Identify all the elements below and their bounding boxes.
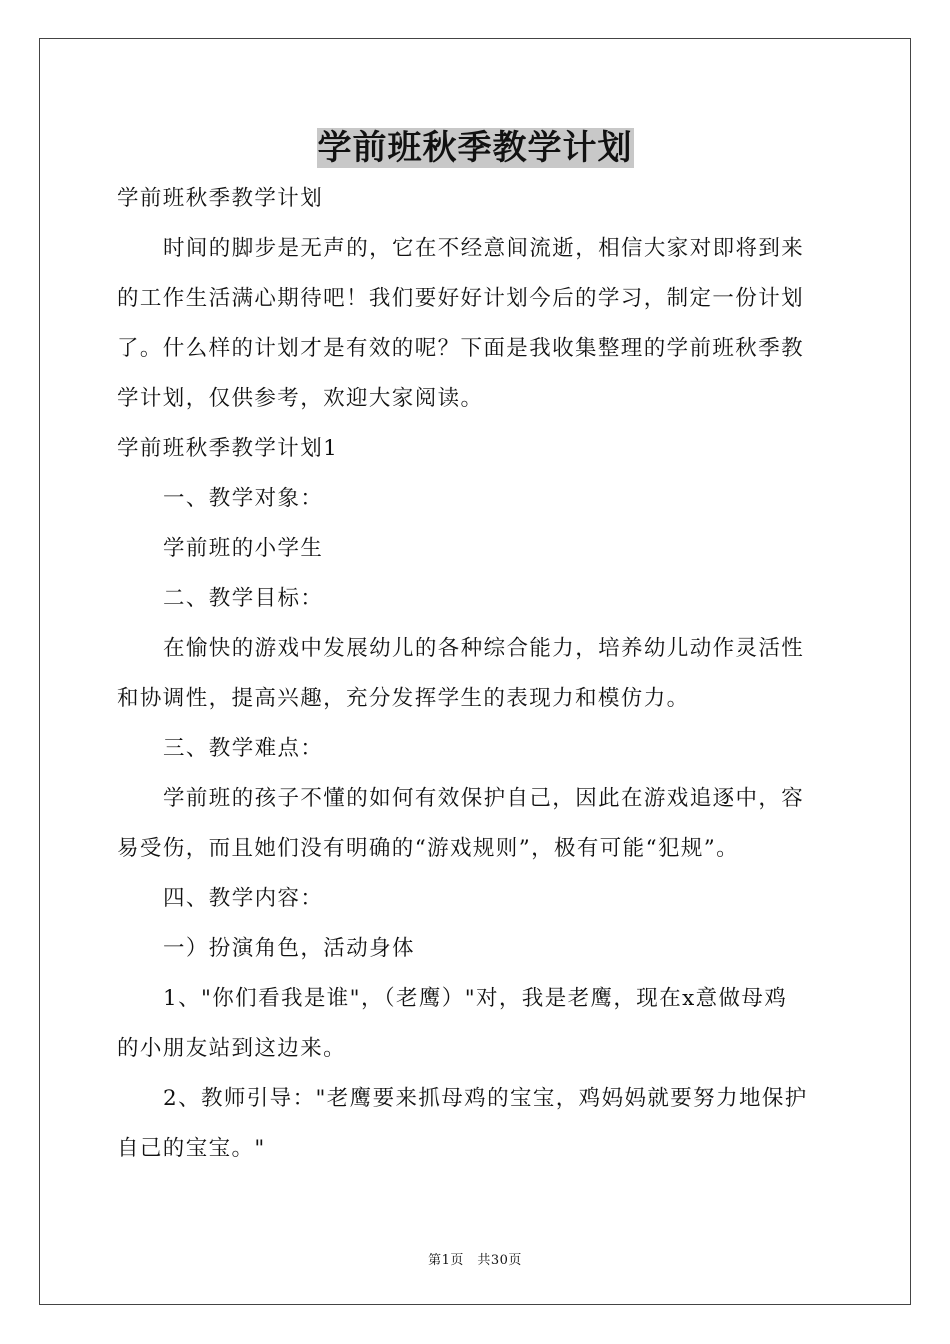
paragraph-line: 了。什么样的计划才是有效的呢？下面是我收集整理的学前班秋季教 xyxy=(117,336,805,361)
page-footer: 第1页 共30页 xyxy=(428,1253,522,1268)
paragraph-line: 易受伤，而且她们没有明确的“游戏规则”，极有可能“犯规”。 xyxy=(117,836,740,861)
paragraph-line: 和协调性，提高兴趣，充分发挥学生的表现力和模仿力。 xyxy=(117,686,690,711)
paragraph-line: 一、教学对象： xyxy=(163,486,324,511)
subtitle-line: 学前班秋季教学计划 xyxy=(117,186,324,211)
document-title: 学前班秋季教学计划 xyxy=(317,128,633,168)
paragraph-line: 在愉快的游戏中发展幼儿的各种综合能力，培养幼儿动作灵活性 xyxy=(163,636,805,661)
page-border xyxy=(39,38,911,1305)
section-heading: 学前班秋季教学计划1 xyxy=(117,436,339,461)
document-title-wrap xyxy=(0,126,950,170)
paragraph-line: 2、教师引导："老鹰要来抓母鸡的宝宝，鸡妈妈就要努力地保护 xyxy=(163,1086,808,1111)
paragraph-line: 1、"你们看我是谁"，（老鹰）"对，我是老鹰，现在x意做母鸡 xyxy=(163,986,788,1011)
paragraph-line: 自己的宝宝。" xyxy=(117,1136,266,1161)
paragraph-line: 的工作生活满心期待吧！我们要好好计划今后的学习，制定一份计划 xyxy=(117,286,805,311)
paragraph-line: 一）扮演角色，活动身体 xyxy=(163,936,415,961)
paragraph-line: 的小朋友站到这边来。 xyxy=(117,1036,347,1061)
paragraph-line: 三、教学难点： xyxy=(163,736,324,761)
paragraph-line: 二、教学目标： xyxy=(163,586,324,611)
paragraph-line: 学前班的孩子不懂的如何有效保护自己，因此在游戏追逐中，容 xyxy=(163,786,805,811)
paragraph-line: 学前班的小学生 xyxy=(163,536,324,561)
paragraph-line: 学计划，仅供参考，欢迎大家阅读。 xyxy=(117,386,484,411)
paragraph-line: 四、教学内容： xyxy=(163,886,324,911)
paragraph-line: 时间的脚步是无声的，它在不经意间流逝，相信大家对即将到来 xyxy=(163,236,805,261)
